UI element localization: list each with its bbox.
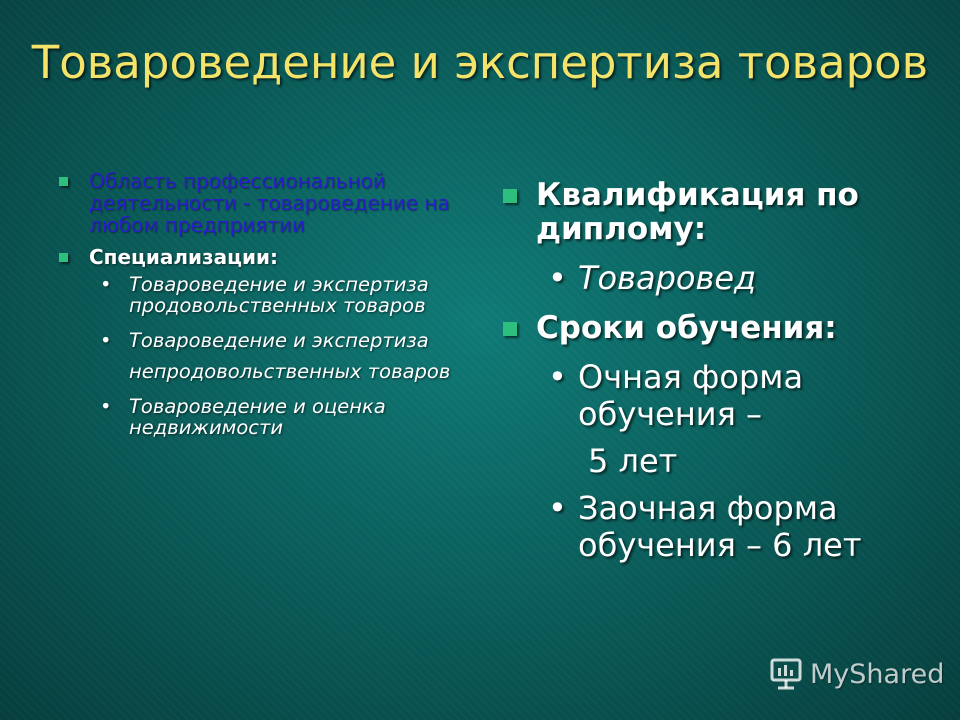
parttime-text: Заочная форма обучения – 6 лет: [578, 489, 862, 564]
list-item-qualification: [500, 178, 940, 246]
dot-bullet-icon: •: [548, 358, 567, 396]
right-column: [500, 178, 940, 564]
sub-item-fulltime: [500, 359, 940, 433]
dot-bullet-icon: •: [100, 273, 112, 296]
dot-bullet-icon: •: [100, 395, 112, 418]
sub-item-parttime: [500, 490, 940, 564]
spec-3-text: Товароведение и оценка недвижимости: [129, 395, 386, 439]
specializations-heading: Специализации:: [89, 245, 279, 269]
spec-2-line-2: непродовольственных товаров: [129, 360, 451, 383]
sub-item-spec-1: [56, 274, 476, 316]
fulltime-text: Очная форма обучения –: [578, 358, 804, 433]
dot-bullet-icon: •: [548, 489, 567, 527]
area-text: Область профессиональной деятельности - товароведение на любом предприятии: [89, 169, 450, 237]
spec-1-text: Товароведение и экспертиза продовольственных товаров: [129, 273, 429, 317]
slide-title: Товароведение и экспертиза товаров: [31, 36, 929, 89]
spec-2-line-1: Товароведение и экспертиза: [129, 329, 429, 352]
fulltime-years-text: 5 лет: [588, 442, 678, 480]
dot-bullet-icon: •: [548, 259, 567, 297]
qualification-heading: Квалификация по диплому:: [536, 177, 859, 247]
sub-item-spec-2: [56, 330, 476, 351]
square-bullet-icon: [503, 189, 517, 203]
square-bullet-icon: [59, 253, 68, 262]
qualification-value: Товаровед: [578, 259, 757, 297]
left-column: [56, 170, 476, 438]
list-item-terms: [500, 311, 940, 345]
terms-heading: Сроки обучения:: [536, 310, 837, 346]
sub-item-spec-2-continued: [56, 361, 476, 382]
sub-item-spec-3: [56, 396, 476, 438]
watermark-text: MyShared: [810, 658, 945, 690]
list-item-specializations: [56, 246, 476, 268]
sub-item-qualification-value: [500, 260, 940, 297]
sub-item-fulltime-years: [500, 443, 940, 480]
square-bullet-icon: [59, 177, 68, 186]
dot-bullet-icon: •: [100, 329, 112, 352]
watermark: [768, 654, 944, 694]
list-item-area: [56, 170, 476, 236]
square-bullet-icon: [503, 322, 517, 336]
presentation-board-icon: [768, 656, 804, 692]
